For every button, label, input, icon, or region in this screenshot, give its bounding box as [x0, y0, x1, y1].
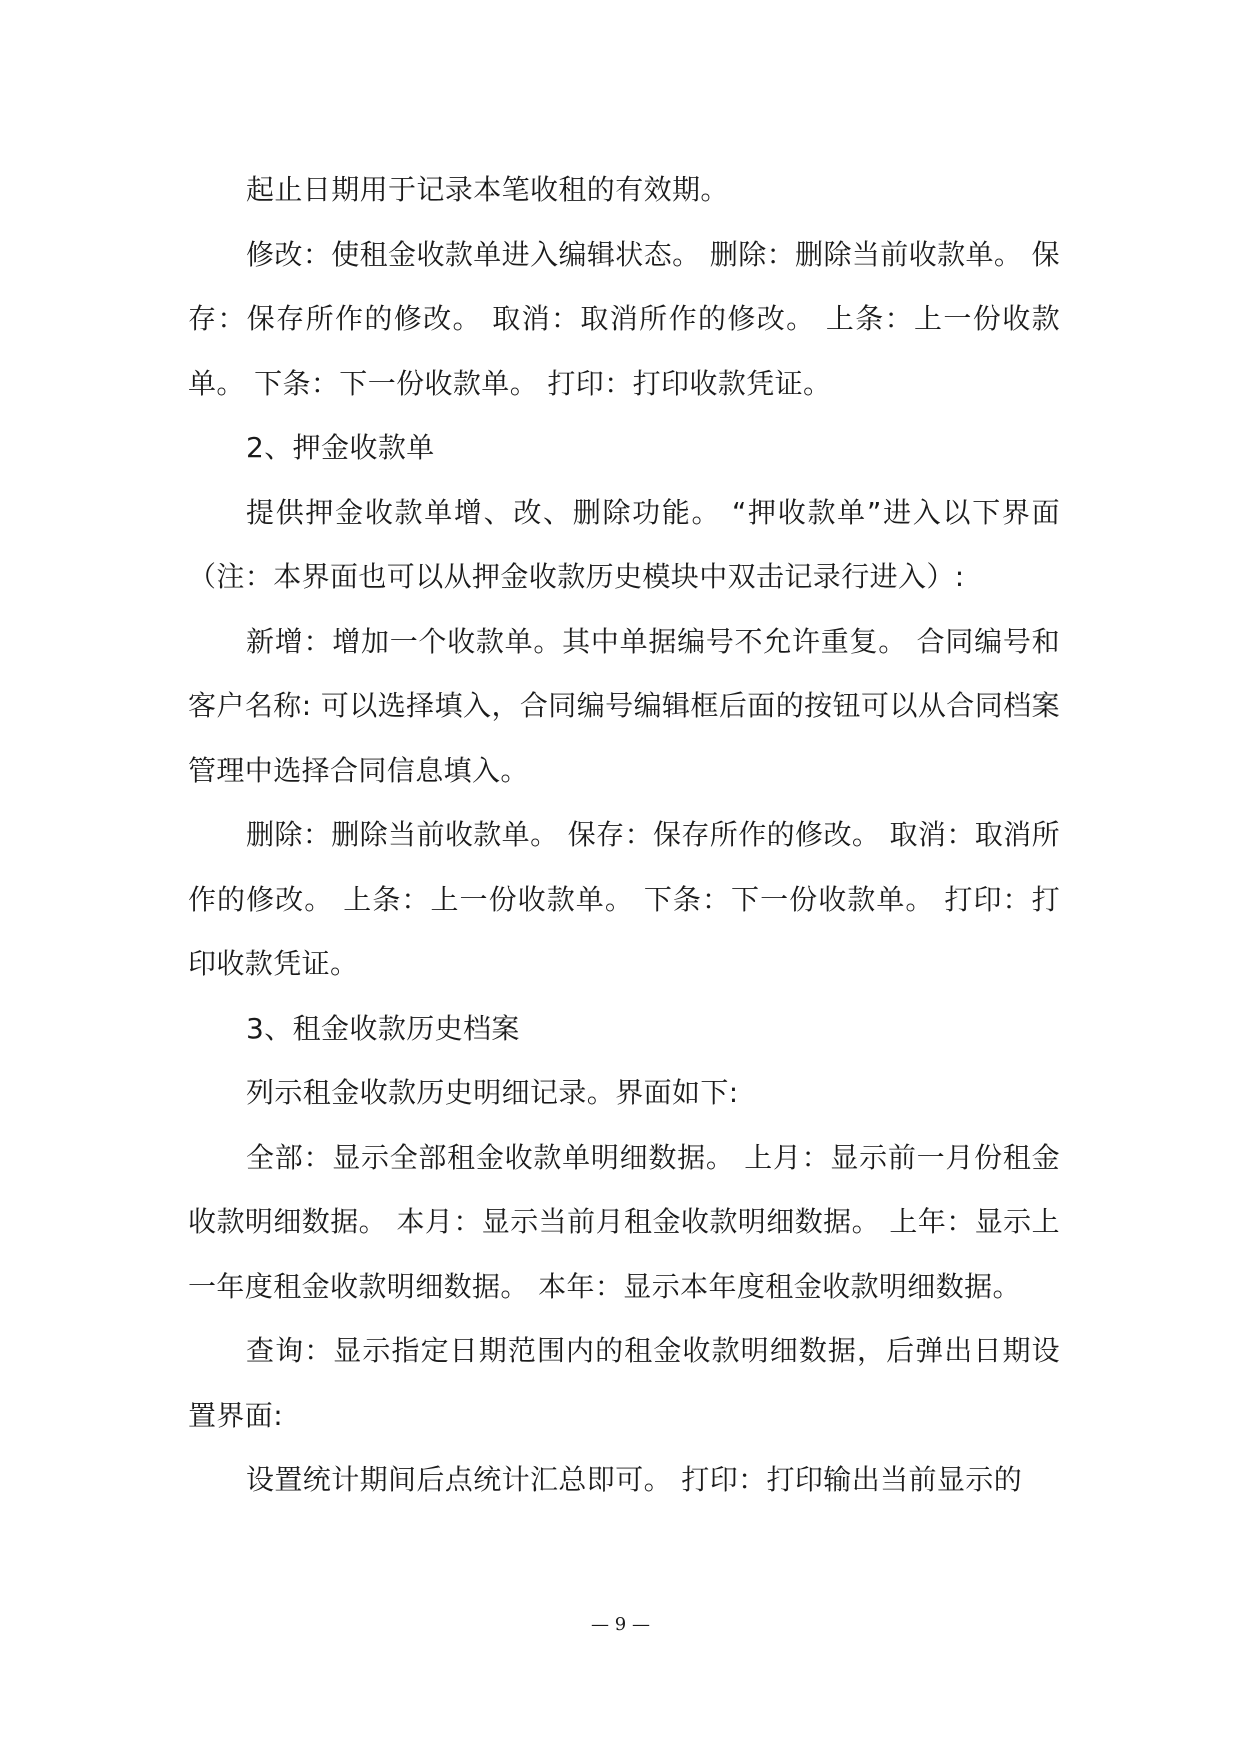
paragraph-deposit-new: 新增：增加一个收款单。其中单据编号不允许重复。 合同编号和客户名称: 可以选择填入，合同编号编辑框后面的按钮可以从合同档案管理中选择合同信息填入。 — [188, 624, 1060, 787]
heading-deposit-receipt: 2、押金收款单 — [246, 431, 435, 464]
paragraph-rent-history-intro: 列示租金收款历史明细记录。界面如下: — [246, 1076, 739, 1109]
paragraph-rent-receipt-actions: 修改：使租金收款单进入编辑状态。 删除：删除当前收款单。 保存：保存所作的修改。 取消：取消所作的修改。 上条：上一份收款单。 下条：下一份收款单。 打印：打印收款凭证。 — [188, 237, 1060, 400]
paragraph-rent-history-print: 设置统计期间后点统计汇总即可。 打印：打印输出当前显示的 — [246, 1463, 1023, 1496]
paragraph-rent-history-filters: 全部：显示全部租金收款单明细数据。 上月：显示前一月份租金收款明细数据。 本月：显示当前月租金收款明细数据。 上年：显示上一年度租金收款明细数据。 本年：显示本年度租金收款明细数据。 — [188, 1140, 1060, 1303]
paragraph-validity-period: 起止日期用于记录本笔收租的有效期。 — [246, 173, 729, 206]
body-text — [188, 158, 1060, 1513]
paragraph-rent-history-query: 查询：显示指定日期范围内的租金收款明细数据，后弹出日期设置界面: — [188, 1334, 1060, 1432]
paragraph-deposit-receipt-intro: 提供押金收款单增、改、删除功能。 “押收款单”进入以下界面（注：本界面也可以从押金收款历史模块中双击记录行进入）: — [188, 495, 1060, 593]
heading-rent-history: 3、租金收款历史档案 — [246, 1011, 520, 1045]
page-number: — 9 — — [591, 1614, 650, 1635]
paragraph-deposit-actions: 删除：删除当前收款单。 保存：保存所作的修改。 取消：取消所作的修改。 上条：上一份收款单。 下条：下一份收款单。 打印：打印收款凭证。 — [188, 818, 1060, 980]
